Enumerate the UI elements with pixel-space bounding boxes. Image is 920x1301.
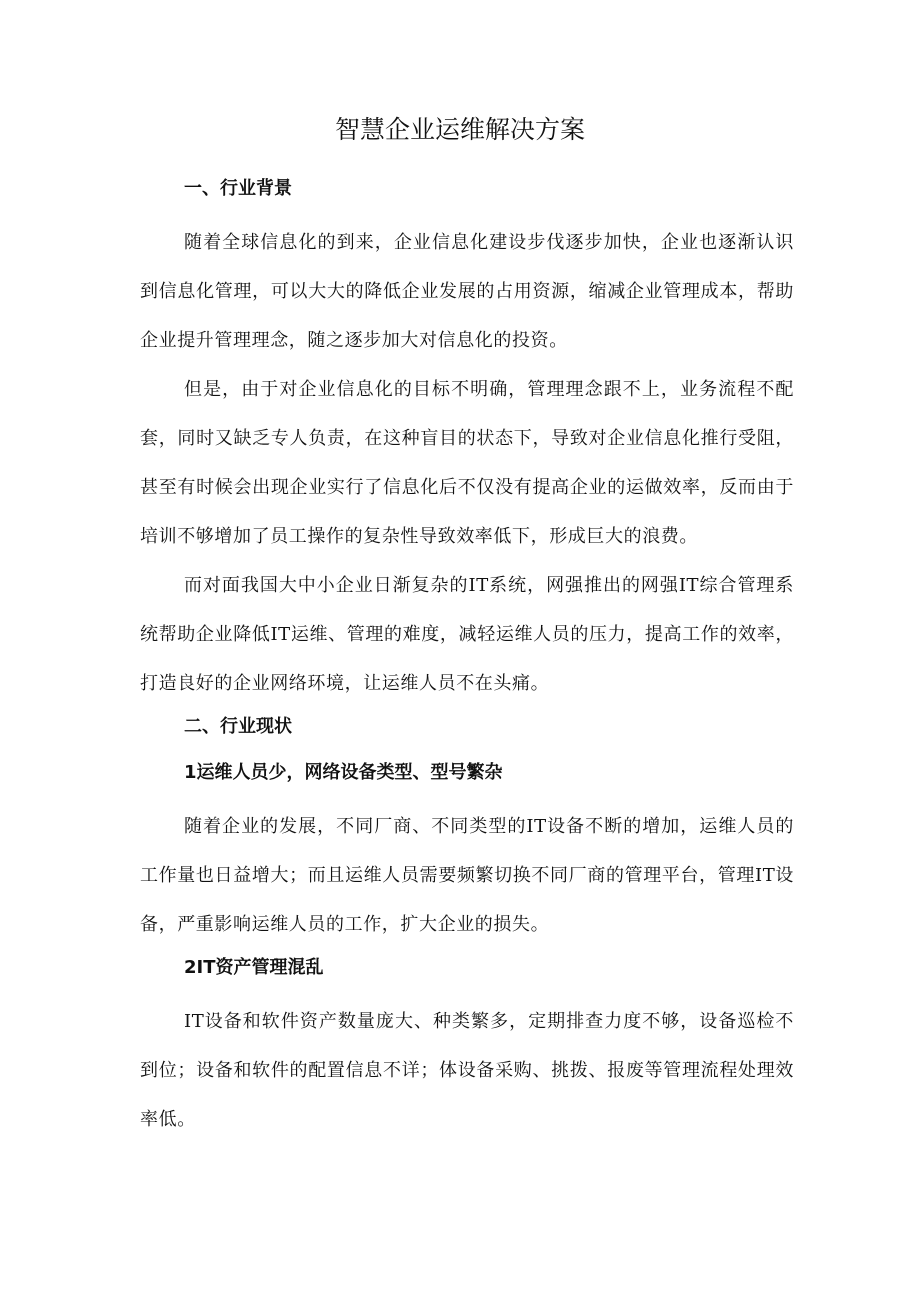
paragraph: 而对面我国大中小企业日渐复杂的IT系统，网强推出的网强IT综合管理系统帮助企业降低IT运维、管理的难度，减轻运维人员的压力，提高工作的效率，打造良好的企业网络环境，让运维人员不在头痛。 [140, 575, 794, 694]
subsection-heading: 2IT资产管理混乱 [184, 957, 324, 978]
section-heading: 一、行业背景 [184, 178, 292, 199]
document-title: 智慧企业运维解决方案 [334, 115, 585, 144]
section-heading: 二、行业现状 [184, 716, 292, 737]
paragraph: 但是，由于对企业信息化的目标不明确，管理理念跟不上，业务流程不配套，同时又缺乏专人负责，在这种盲目的状态下，导致对企业信息化推行受阻，甚至有时候会出现企业实行了信息化后不仅没有提高企业的运做效率，反而由于培训不够增加了员工操作的复杂性导致效率低下，形成巨大的浪费。 [140, 379, 794, 547]
subsection-heading: 1运维人员少，网络设备类型、型号繁杂 [184, 762, 503, 783]
document-body [140, 172, 794, 1144]
paragraph: 随着全球信息化的到来，企业信息化建设步伐逐步加快，企业也逐渐认识到信息化管理，可以大大的降低企业发展的占用资源，缩减企业管理成本，帮助企业提升管理理念，随之逐步加大对信息化的投资。 [140, 232, 794, 351]
paragraph: IT设备和软件资产数量庞大、种类繁多，定期排查力度不够，设备巡检不到位；设备和软件的配置信息不详；体设备采购、挑拨、报废等管理流程处理效率低。 [140, 1011, 794, 1130]
paragraph: 随着企业的发展，不同厂商、不同类型的IT设备不断的增加，运维人员的工作量也日益增大；而且运维人员需要频繁切换不同厂商的管理平台，管理IT设备，严重影响运维人员的工作，扩大企业的损失。 [140, 816, 794, 935]
